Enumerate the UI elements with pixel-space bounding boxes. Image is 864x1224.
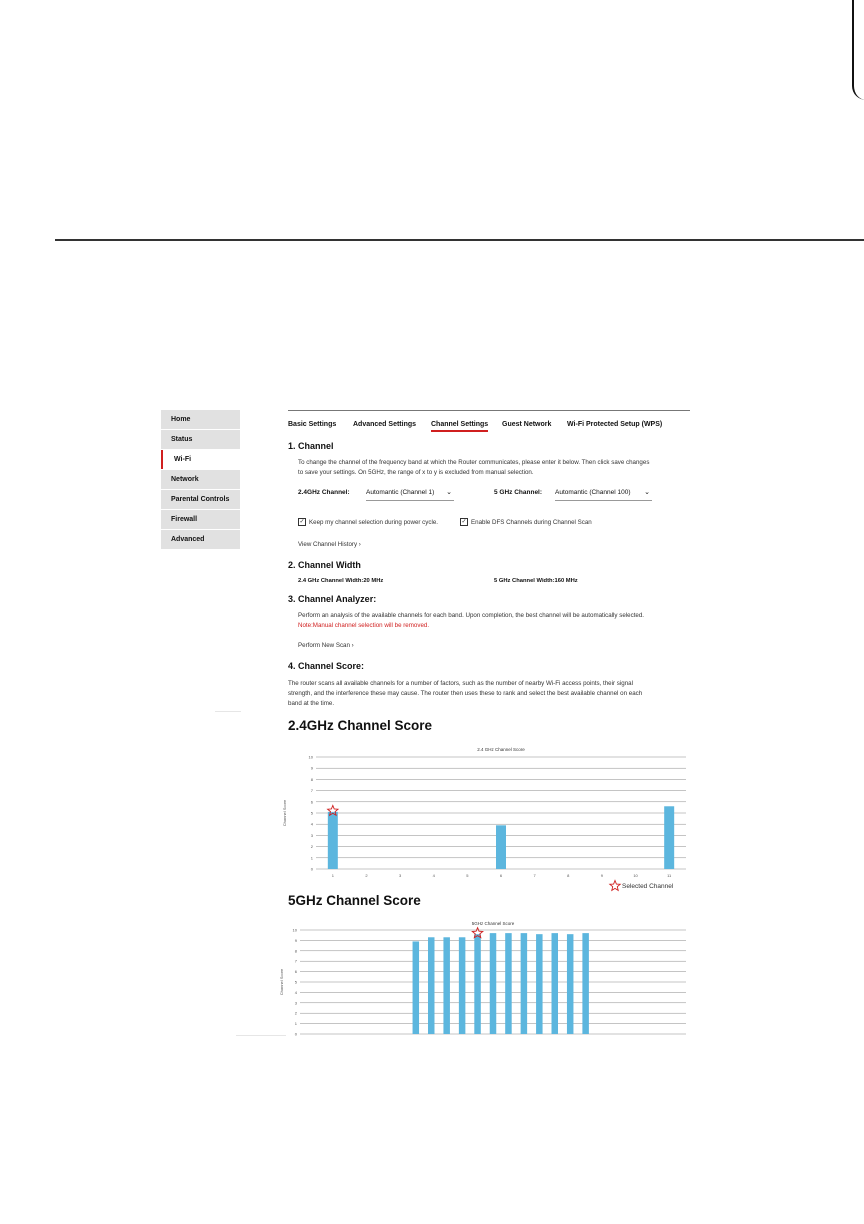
- dfs-checkbox[interactable]: ✓: [461, 519, 467, 526]
- ch5-value: Automantic (Channel 100): [555, 489, 631, 496]
- y-tick-label: 9: [310, 765, 313, 771]
- y-tick-label: 3: [294, 1000, 297, 1006]
- y-tick-label: 5: [310, 810, 313, 816]
- chart24-heading: 2.4GHz Channel Score: [288, 718, 433, 733]
- sidebar-nav: [161, 410, 240, 550]
- sidebar-item-network[interactable]: Network: [161, 470, 240, 489]
- x-tick-label: 2: [365, 873, 368, 878]
- y-axis-label: Channel Score: [279, 968, 284, 996]
- chevron-down-icon: ⌄: [446, 489, 452, 496]
- y-tick-label: 8: [310, 776, 313, 782]
- sidebar-item-status[interactable]: Status: [161, 430, 240, 449]
- x-tick-label: 9: [600, 873, 604, 878]
- chart5-heading: 5GHz Channel Score: [288, 893, 421, 908]
- bar-6: [496, 825, 506, 869]
- ch24-label: 2.4GHz Channel:: [298, 489, 350, 496]
- sidebar-item-wifi[interactable]: Wi-Fi: [161, 450, 240, 469]
- tab-channel-settings[interactable]: Channel Settings: [431, 421, 488, 432]
- sidebar-item-home[interactable]: Home: [161, 410, 240, 429]
- bar-124: [521, 933, 528, 1034]
- bar-112: [474, 934, 481, 1034]
- bar-108: [459, 937, 466, 1034]
- score-desc-line3: band at the time.: [288, 700, 335, 707]
- bar-100: [428, 937, 435, 1034]
- x-tick-label: 5: [466, 873, 469, 878]
- keep-selection-option: [298, 518, 438, 528]
- y-tick-label: 7: [310, 788, 313, 794]
- y-axis-label: Channel Score: [282, 799, 287, 827]
- chart-24ghz: [276, 742, 690, 894]
- y-tick-label: 8: [294, 948, 297, 954]
- x-tick-label: 1: [331, 873, 334, 878]
- y-tick-label: 10: [308, 754, 313, 760]
- analyzer-heading: 3. Channel Analyzer:: [288, 594, 377, 604]
- chevron-down-icon: ⌄: [644, 489, 650, 496]
- bar-64: [413, 941, 420, 1034]
- perform-scan-link[interactable]: [298, 642, 354, 649]
- tab-advanced-settings[interactable]: Advanced Settings: [353, 421, 417, 428]
- keep-selection-checkbox[interactable]: ✓: [299, 519, 305, 526]
- y-tick-label: 4: [294, 989, 297, 995]
- score-desc-line1: The router scans all available channels for a number of factors, such as the number of nearby Wi-Fi access points, their signal: [288, 680, 633, 687]
- ch5-select[interactable]: [555, 486, 652, 501]
- width-5: 5 GHz Channel Width:160 MHz: [494, 578, 578, 584]
- sidebar-item-parental-controls[interactable]: Parental Controls: [161, 490, 240, 509]
- sidebar-item-firewall[interactable]: Firewall: [161, 510, 240, 529]
- corner-mark: [852, 0, 864, 100]
- tab-wps[interactable]: Wi-Fi Protected Setup (WPS): [567, 421, 663, 428]
- channel-desc-line1: To change the channel of the frequency band at which the Router communicates, please enter it below. Then click save changes: [298, 459, 650, 466]
- y-tick-label: 3: [310, 832, 313, 838]
- x-tick-label: 8: [567, 873, 570, 878]
- bar-116: [490, 933, 497, 1034]
- channel-desc-line2: to save your settings. On 5GHz, the range of x to y is excluded from manual selection.: [298, 469, 534, 476]
- bar-132: [552, 933, 559, 1034]
- bar-140: [582, 933, 589, 1034]
- bar-120: [505, 933, 512, 1034]
- analyzer-note: Note:Manual channel selection will be removed.: [298, 622, 430, 629]
- score-desc-line2: strength, and the interference these may cause. The router then uses these to rank and select the best available channel on each: [288, 690, 643, 697]
- width-heading: 2. Channel Width: [288, 560, 361, 570]
- analyzer-desc: Perform an analysis of the available channels for each band. Upon completion, the best channel will be automatically selected.: [298, 612, 645, 619]
- y-tick-label: 1: [294, 1021, 297, 1027]
- x-tick-label: 7: [533, 873, 536, 878]
- chart-title: 2.4 GHz Channel Score: [477, 747, 525, 752]
- page-divider: [55, 239, 864, 241]
- chart-5ghz: [276, 917, 690, 1037]
- channel-heading: 1. Channel: [288, 441, 334, 451]
- tab-basic-settings[interactable]: Basic Settings: [288, 421, 337, 428]
- width-24: 2.4 GHz Channel Width:20 MHz: [298, 578, 384, 584]
- y-tick-label: 4: [310, 821, 313, 827]
- tab-guest-network[interactable]: Guest Network: [502, 421, 552, 428]
- dfs-label: Enable DFS Channels during Channel Scan: [471, 519, 592, 526]
- chevron-right-icon: ›: [358, 541, 361, 548]
- ch24-value: Automantic (Channel 1): [366, 489, 435, 496]
- x-tick-label: 3: [398, 873, 402, 878]
- y-tick-label: 2: [310, 844, 313, 850]
- y-tick-label: 7: [294, 958, 297, 964]
- bar-1: [328, 812, 338, 869]
- x-tick-label: 4: [432, 873, 435, 878]
- ch24-select[interactable]: [366, 486, 454, 501]
- dfs-option: [460, 518, 592, 528]
- bar-104: [443, 937, 450, 1034]
- x-tick-label: 6: [499, 873, 503, 878]
- chevron-right-icon: ›: [351, 642, 354, 649]
- legend-label: Selected Channel: [622, 883, 674, 890]
- perform-scan-label: Perform New Scan: [298, 642, 350, 649]
- y-tick-label: 6: [294, 969, 297, 975]
- bar-136: [567, 934, 574, 1034]
- y-tick-label: 0: [294, 1031, 297, 1037]
- y-tick-label: 5: [294, 979, 297, 985]
- selected-star-icon: [472, 928, 483, 938]
- divider: [215, 711, 241, 712]
- bar-11: [664, 806, 674, 869]
- y-tick-label: 2: [294, 1010, 297, 1016]
- y-tick-label: 10: [292, 927, 297, 933]
- y-tick-label: 6: [310, 799, 313, 805]
- bar-128: [536, 934, 543, 1034]
- score-heading: 4. Channel Score:: [288, 661, 365, 671]
- view-history-label: View Channel History: [298, 541, 358, 548]
- y-tick-label: 0: [310, 866, 313, 872]
- y-tick-label: 9: [294, 937, 297, 943]
- view-history-link[interactable]: [298, 541, 361, 548]
- tabs-divider: [288, 410, 690, 411]
- chart-title: 5GHz Channel Score: [471, 921, 515, 926]
- sidebar-item-advanced[interactable]: Advanced: [161, 530, 240, 549]
- x-tick-label: 10: [633, 873, 638, 878]
- legend-star-icon: [610, 881, 620, 891]
- y-tick-label: 1: [310, 855, 313, 861]
- x-tick-label: 11: [667, 873, 672, 878]
- keep-selection-label: Keep my channel selection during power cycle.: [309, 519, 438, 526]
- ch5-label: 5 GHz Channel:: [494, 489, 543, 496]
